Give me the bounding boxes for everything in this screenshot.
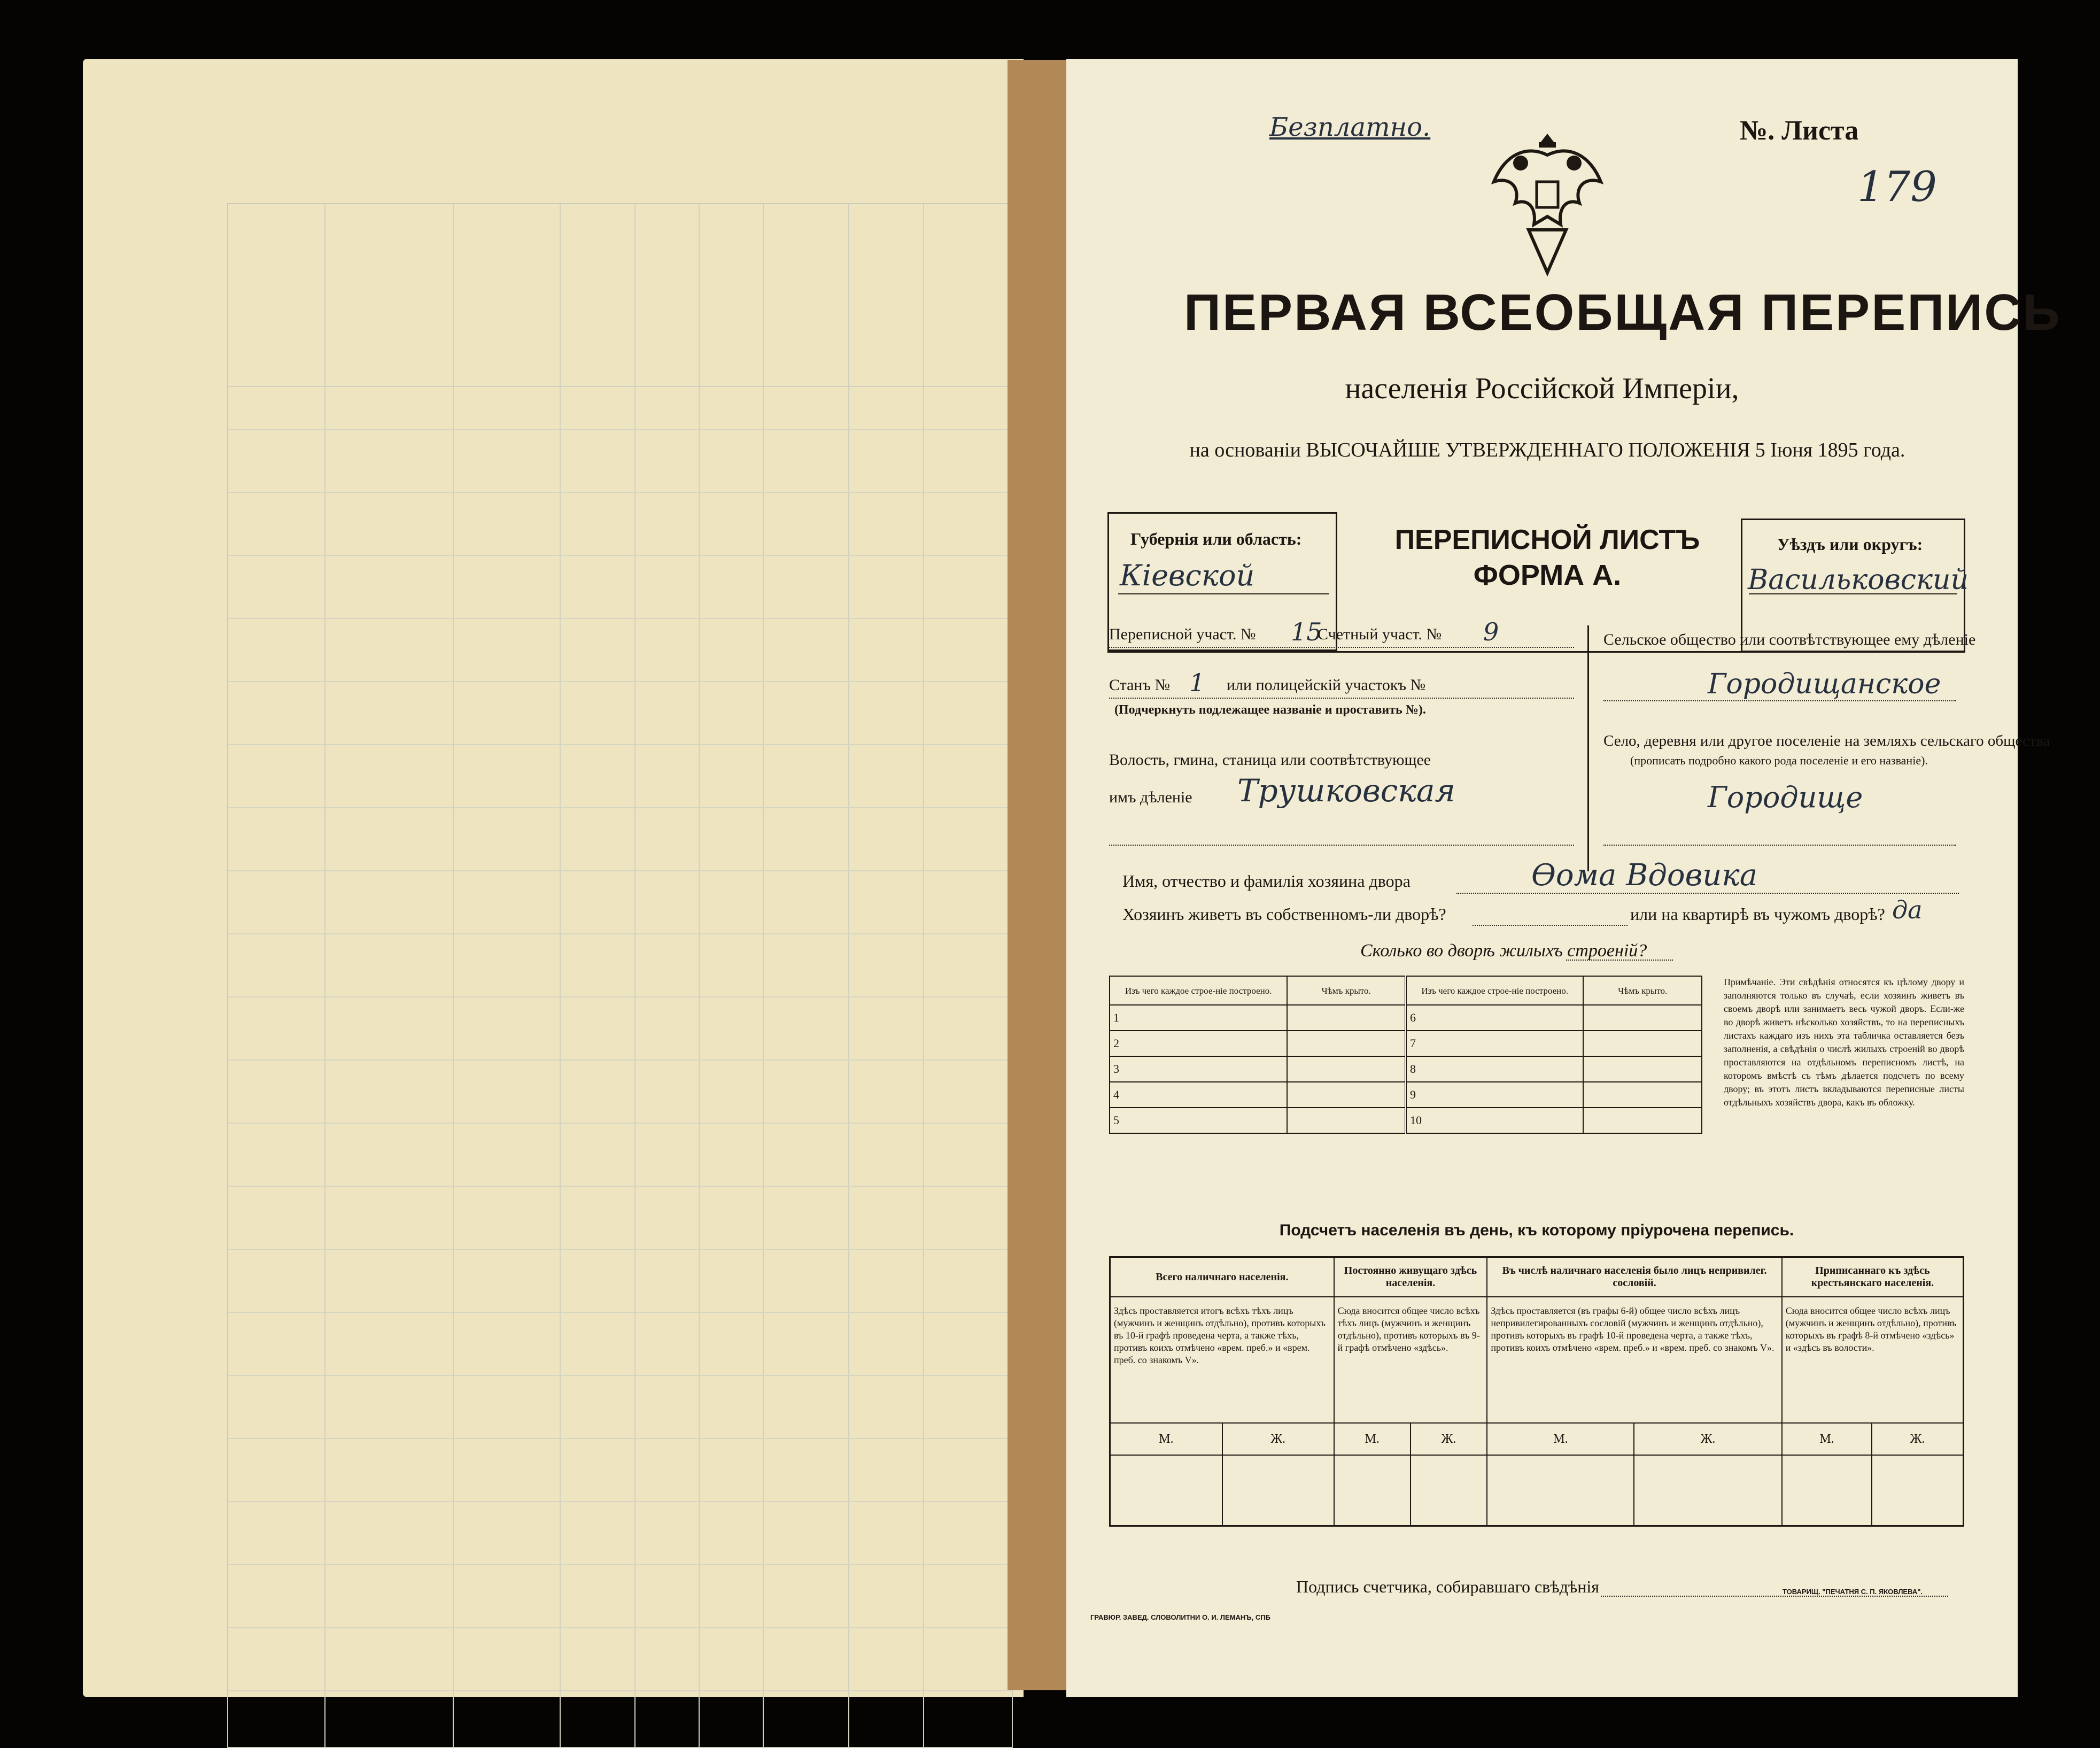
row-number: 3 — [1110, 1056, 1287, 1082]
volost-label-1: Волость, гмина, станица или соотвѣтствующее — [1109, 751, 1431, 769]
ghost-grid-line — [324, 204, 326, 1747]
stan-value: 1 — [1189, 668, 1205, 697]
buildings-question: Сколько во дворѣ жилыхъ строеній? — [1360, 941, 1647, 961]
header-bottom-rule — [1107, 651, 1965, 653]
count-title: Подсчетъ населенія въ день, къ которому пріурочена перепись. — [1279, 1221, 1794, 1239]
ghost-grid-line — [228, 996, 1012, 997]
female-header: Ж. — [1634, 1423, 1781, 1455]
counting-section-value: 9 — [1483, 617, 1499, 646]
sheet-number-label: №. Листа — [1740, 115, 1859, 146]
volost-value: Трушковская — [1237, 772, 1455, 809]
table-row — [1110, 1056, 1702, 1082]
row-number: 4 — [1110, 1082, 1287, 1108]
count-cell — [1872, 1455, 1963, 1526]
pop-header-peasant: Приписаннаго къ здѣсь крестьянскаго населенія. — [1782, 1257, 1964, 1297]
census-section-label: Переписной участ. № — [1109, 625, 1256, 643]
form-basis: на основаніи ВЫСОЧАЙШЕ УТВЕРЖДЕННАГО ПОЛОЖЕНІЯ 5 Іюня 1895 года. — [1189, 439, 1905, 461]
count-cell — [1782, 1455, 1872, 1526]
stan-line — [1109, 698, 1574, 699]
footer-right: ТОВАРИЩ. "ПЕЧАТНЯ С. П. ЯКОВЛЕВА". — [1783, 1588, 1923, 1596]
ghost-grid-line — [228, 933, 1012, 934]
volost-label-2: имъ дѣленіе — [1109, 788, 1192, 806]
ghost-grid-line — [228, 1564, 1012, 1565]
pop-header-unprivileged: Въ числѣ наличнаго населенія было лицъ непривилег. сословій. — [1487, 1257, 1781, 1297]
ghost-grid-line — [763, 204, 764, 1747]
left-page — [83, 59, 1024, 1697]
ghost-grid-line — [228, 1438, 1012, 1439]
count-cell — [1634, 1455, 1781, 1526]
population-table — [1109, 1256, 1964, 1527]
row-number: 1 — [1110, 1005, 1287, 1031]
ghost-grid-line — [228, 429, 1012, 430]
female-header: Ж. — [1872, 1423, 1963, 1455]
count-cell — [1487, 1455, 1634, 1526]
district-underline — [1749, 593, 1957, 594]
left-grid-header — [228, 204, 1012, 387]
village-label-2: (прописать подробно какого рода поселеніе и его названіе). — [1630, 754, 1928, 767]
table-row — [1110, 1005, 1702, 1031]
ghost-grid-line — [228, 1249, 1012, 1250]
ghost-grid-line — [228, 1059, 1012, 1061]
ghost-grid-line — [228, 1501, 1012, 1502]
volost-line — [1109, 845, 1574, 846]
society-label: Сельское общество или соотвѣтствующее ему дѣленіе — [1603, 631, 1976, 648]
pop-header-permanent: Постоянно живущаго здѣсь населенія. — [1334, 1257, 1487, 1297]
row-number: 10 — [1406, 1108, 1583, 1133]
ghost-grid-line — [228, 744, 1012, 745]
census-form-page — [1066, 59, 2062, 1697]
row-number: 7 — [1406, 1031, 1583, 1056]
society-line — [1603, 700, 1956, 701]
ghost-grid-line — [228, 1312, 1012, 1313]
male-header: М. — [1487, 1423, 1634, 1455]
province-label: Губернія или область: — [1130, 529, 1302, 548]
sheet-title-1: ПЕРЕПИСНОЙ ЛИСТЪ — [1394, 524, 1700, 555]
ghost-grid-line — [453, 204, 454, 1747]
male-header: М. — [1782, 1423, 1872, 1455]
form-title: ПЕРВАЯ ВСЕОБЩАЯ ПЕРЕПИСЬ — [1184, 284, 2062, 341]
male-header: М. — [1110, 1423, 1222, 1455]
bldg-col-material: Изъ чего каждое строе-ніе построено. — [1110, 976, 1287, 1005]
ghost-grid-line — [228, 1627, 1012, 1628]
pop-header-total: Всего наличнаго населенія. — [1110, 1257, 1334, 1297]
owner-name-line — [1456, 893, 1959, 894]
ghost-grid-line — [228, 681, 1012, 682]
table-row — [1110, 1082, 1702, 1108]
ghost-grid-line — [228, 1690, 1012, 1691]
district-value: Васильковский — [1748, 564, 1969, 596]
ghost-grid-line — [560, 204, 561, 1747]
village-line — [1603, 845, 1956, 846]
sheet-title-2: ФОРМА А. — [1473, 559, 1622, 591]
ghost-grid-line — [848, 204, 849, 1747]
signature-line — [1601, 1596, 1948, 1597]
owner-or-label: или на квартирѣ въ чужомъ дворѣ? — [1630, 904, 1885, 924]
bldg-col-roof: Чѣмъ крыто. — [1287, 976, 1406, 1005]
stan-label: Станъ № — [1109, 676, 1171, 694]
ghost-grid-line — [228, 1375, 1012, 1376]
ghost-grid-line — [699, 204, 700, 1747]
census-section-value: 15 — [1291, 617, 1322, 646]
owner-or-value: да — [1892, 895, 1923, 924]
row-number: 8 — [1406, 1056, 1583, 1082]
ghost-grid-line — [228, 618, 1012, 619]
province-underline — [1118, 593, 1329, 594]
form-subtitle: населенія Россійской Имперіи, — [1345, 372, 1739, 405]
row-number: 2 — [1110, 1031, 1287, 1056]
counting-section-label: Счетный участ. № — [1318, 625, 1442, 643]
bldg-col-material-2: Изъ чего каждое строе-ніе построено. — [1406, 976, 1583, 1005]
count-cell — [1334, 1455, 1411, 1526]
pop-desc-peasant: Сюда вносится общее число всѣхъ лицъ (мужчинъ и женщинъ отдѣльно), противъ которыхъ въ графѣ 8-й отмѣчено «здѣсь» и «здѣсь въ волости». — [1782, 1297, 1964, 1423]
buildings-table — [1109, 976, 1702, 1134]
census-line — [1109, 647, 1574, 648]
owner-name-label: Имя, отчество и фамилія хозяина двора — [1122, 871, 1411, 891]
buildings-note: Примѣчаніе. Эти свѣдѣнія относятся къ цѣлому двору и заполняются только въ случаѣ, если хозяинъ живетъ въ своемъ дворѣ или занимаетъ весь чужой дворъ. Если-же во дворѣ живетъ нѣсколько хозяйствъ, то на переписныхъ листахъ каждаго изъ нихъ эта табличка оставляется безъ заполненія, а свѣдѣнія о числѣ жилыхъ строеній во дворѣ проставляются на отдѣльномъ переписномъ листѣ, на которомъ вмѣстѣ съ тѣмъ дѣлается подсчетъ по всему двору; въ этотъ листъ вкладываются переписные листы отдѣльныхъ хозяйствъ двора, какъ въ обложку. — [1724, 977, 1964, 1108]
ghost-grid-line — [228, 870, 1012, 871]
row-number: 9 — [1406, 1082, 1583, 1108]
row-number: 6 — [1406, 1005, 1583, 1031]
fields-divider — [1587, 625, 1589, 871]
village-label-1: Село, деревня или другое поселеніе на земляхъ сельскаго общества — [1603, 732, 2050, 749]
footer-left: ГРАВЮР. ЗАВЕД. СЛОВОЛИТНИ О. И. ЛЕМАНЪ, СПБ — [1090, 1613, 1270, 1621]
bldg-col-roof-2: Чѣмъ крыто. — [1583, 976, 1702, 1005]
owner-lives-label: Хозяинъ живетъ въ собственномъ-ли дворѣ? — [1122, 904, 1446, 924]
table-row — [1110, 1108, 1702, 1133]
eagle-emblem-icon — [1483, 123, 1611, 283]
society-value: Городищанское — [1708, 668, 1941, 700]
underline-note: (Подчеркнуть подлежащее названіе и проставить №). — [1114, 703, 1426, 717]
ghost-grid-line — [228, 492, 1012, 493]
owner-name-value: Ѳома Вдовика — [1531, 858, 1758, 893]
count-cell — [1222, 1455, 1334, 1526]
female-header: Ж. — [1222, 1423, 1334, 1455]
pop-desc-unprivileged: Здѣсь проставляется (въ графы 6-й) общее число всѣхъ лицъ непривилегированныхъ сословій (мужчинъ и женщинъ отдѣльно), противъ которыхъ въ графѣ 10-й проведена черта, а также тѣхъ, противъ коихъ отмѣчено «врем. преб.» и «врем. преб. со знакомъ V». — [1487, 1297, 1781, 1423]
police-label: или полицейскій участокъ № — [1227, 676, 1426, 694]
signature-label: Подпись счетчика, собиравшаго свѣдѣнія — [1296, 1577, 1600, 1596]
row-number: 5 — [1110, 1108, 1287, 1133]
sheet-number-value: 179 — [1857, 163, 1937, 211]
district-label: Уѣздъ или округъ: — [1777, 535, 1923, 554]
left-page-grid — [227, 203, 1013, 1748]
ghost-grid-line — [228, 807, 1012, 808]
count-cell — [1110, 1455, 1222, 1526]
free-label: Безплатно. — [1269, 112, 1431, 142]
pop-desc-permanent: Сюда вносится общее число всѣхъ тѣхъ лицъ (мужчинъ и женщинъ отдѣльно), противъ которыхъ въ 9-й графѣ отмѣчено «здѣсь». — [1334, 1297, 1487, 1423]
male-header: М. — [1334, 1423, 1411, 1455]
province-value: Кіевской — [1120, 559, 1255, 592]
ghost-grid-line — [228, 1186, 1012, 1187]
owner-lives-line — [1473, 925, 1628, 926]
buildings-line — [1566, 960, 1673, 961]
ghost-grid-line — [228, 1123, 1012, 1124]
female-header: Ж. — [1411, 1423, 1487, 1455]
village-value: Городище — [1708, 780, 1863, 814]
book-spine — [1008, 60, 1072, 1690]
ghost-grid-line — [923, 204, 924, 1747]
ghost-grid-line — [634, 204, 636, 1747]
ghost-grid-line — [228, 555, 1012, 556]
count-cell — [1411, 1455, 1487, 1526]
pop-desc-total: Здѣсь проставляется итогъ всѣхъ тѣхъ лицъ (мужчинъ и женщинъ отдѣльно), противъ которыхъ въ 10-й графѣ проведена черта, а также тѣхъ, противъ коихъ отмѣчено «врем. преб.» и «врем. преб. со знакомъ V». — [1110, 1297, 1334, 1423]
table-row — [1110, 1031, 1702, 1056]
